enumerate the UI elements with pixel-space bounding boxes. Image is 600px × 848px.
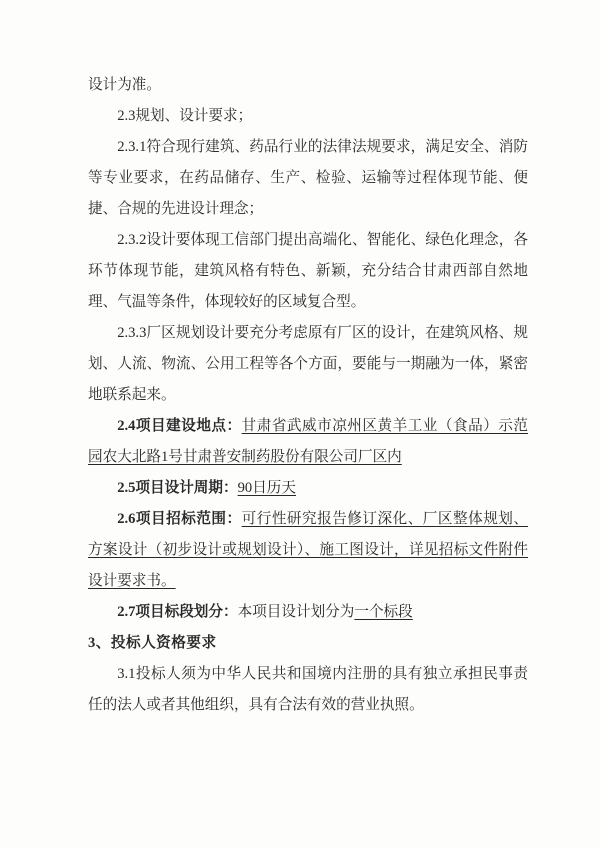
text-run: 2.3.2设计要体现工信部门提出高端化、智能化、绿色化理念，各环节体现节能，建筑风格有特色、新颖，充分结合甘肃西部自然地理、气温等条件，体现较好的区域复合型。 <box>88 232 528 310</box>
paragraph <box>88 101 528 132</box>
text-run: 2.3规划、设计要求； <box>117 108 253 124</box>
section-heading <box>88 628 528 659</box>
paragraph <box>88 411 528 473</box>
field-label: 2.7项目标段划分： <box>117 604 238 620</box>
paragraph <box>88 597 528 628</box>
paragraph <box>88 473 528 504</box>
paragraph <box>88 318 528 411</box>
field-label: 2.5项目设计周期： <box>117 480 238 496</box>
underlined-value: 甘肃省武威市凉州区黄羊工业（食品）示范园农大北路1号甘肃普安制药股份有限公司厂区内 <box>88 418 528 465</box>
paragraph <box>88 70 528 101</box>
field-label: 2.4项目建设地点： <box>117 418 242 434</box>
field-label: 2.6项目招标范围： <box>117 511 242 527</box>
paragraph <box>88 132 528 225</box>
underlined-value: 一个标段 <box>354 604 413 620</box>
text-run: 3.1投标人须为中华人民共和国境内注册的具有独立承担民事责任的法人或者其他组织，具有合法有效的营业执照。 <box>88 666 528 713</box>
text-run: 2.3.3厂区规划设计要充分考虑原有厂区的设计，在建筑风格、规划、人流、物流、公用工程等各个方面，要能与一期融为一体，紧密地联系起来。 <box>88 325 528 403</box>
text-run: 设计为准。 <box>88 77 161 93</box>
paragraph <box>88 504 528 597</box>
paragraph <box>88 659 528 721</box>
underlined-value: 可行性研究报告修订深化、厂区整体规划、方案设计（初步设计或规划设计）、施工图设计，详见招标文件附件设计要求书。 <box>88 511 528 589</box>
text-run: 本项目设计划分为 <box>237 604 355 620</box>
paragraph <box>88 225 528 318</box>
text-run: 2.3.1符合现行建筑、药品行业的法律法规要求，满足安全、消防等专业要求，在药品储存、生产、检验、运输等过程体现节能、便捷、合规的先进设计理念； <box>88 139 528 217</box>
text-run: 3、投标人资格要求 <box>88 635 217 651</box>
underlined-value: 90日历天 <box>237 480 296 496</box>
